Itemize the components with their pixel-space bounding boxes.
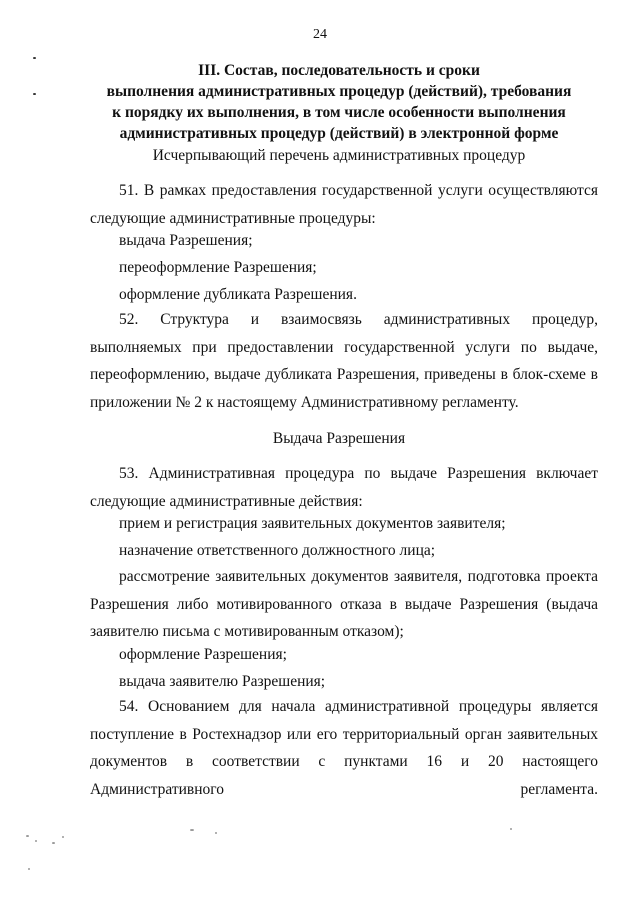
scan-mark xyxy=(215,832,217,834)
list-item-duplicate: оформление дубликата Разрешения. xyxy=(119,286,357,303)
list-item-issuance: выдача Разрешения; xyxy=(119,232,253,249)
scan-mark xyxy=(26,835,29,837)
section-title-line: III. Состав, последовательность и сроки xyxy=(198,62,480,79)
scan-mark xyxy=(52,842,55,844)
paragraph-53: 53. Административная процедура по выдаче Разрешения включает следующие административные действия: xyxy=(90,465,598,510)
scan-mark xyxy=(190,829,194,831)
paragraph-51: 51. В рамках предоставления государственной услуги осуществляются следующие административные процедуры: xyxy=(90,182,598,227)
list-item-reception: прием и регистрация заявительных документов заявителя; xyxy=(119,515,506,532)
section-title-line: выполнения административных процедур (действий), требования xyxy=(106,83,572,100)
issuance-heading: Выдача Разрешения xyxy=(272,430,406,447)
section-title xyxy=(80,60,598,144)
page-number: 24 xyxy=(313,27,327,42)
scan-mark xyxy=(33,93,36,95)
list-item-reissuance: переоформление Разрешения; xyxy=(119,259,317,276)
section-title-line: административных процедур (действий) в электронной форме xyxy=(119,125,559,142)
scan-mark xyxy=(35,840,37,842)
list-item-appointment: назначение ответственного должностного лица; xyxy=(119,542,436,559)
paragraph-52: 52. Структура и взаимосвязь административных процедур, выполняемых при предоставлении государственной услуги по выдаче, переоформлению, выдаче дубликата Разрешения, приведены в блок-схеме в приложении № 2 к настоящему Административному регламенту. xyxy=(90,311,598,411)
scan-mark xyxy=(62,836,64,838)
scan-mark xyxy=(28,868,30,870)
paragraph-54: 54. Основанием для начала административной процедуры является поступление в Ростехнадзор или его территориальный орган заявительных документов в соответствии с пунктами 16 и 20 настоящего Административного регламента. xyxy=(90,698,598,798)
paragraph-53-review: рассмотрение заявительных документов заявителя, подготовка проекта Разрешения либо мотивированного отказа в выдаче Разрешения (выдача заявителю письма с мотивированным отказом); xyxy=(90,568,598,640)
section-title-line: к порядку их выполнения, в том числе особенности выполнения xyxy=(112,104,566,121)
scan-mark xyxy=(510,828,512,830)
list-item-delivery: выдача заявителю Разрешения; xyxy=(119,673,326,690)
list-item-formalization: оформление Разрешения; xyxy=(119,646,287,663)
list-heading: Исчерпывающий перечень административных процедур xyxy=(152,147,526,164)
scan-mark xyxy=(33,57,36,59)
